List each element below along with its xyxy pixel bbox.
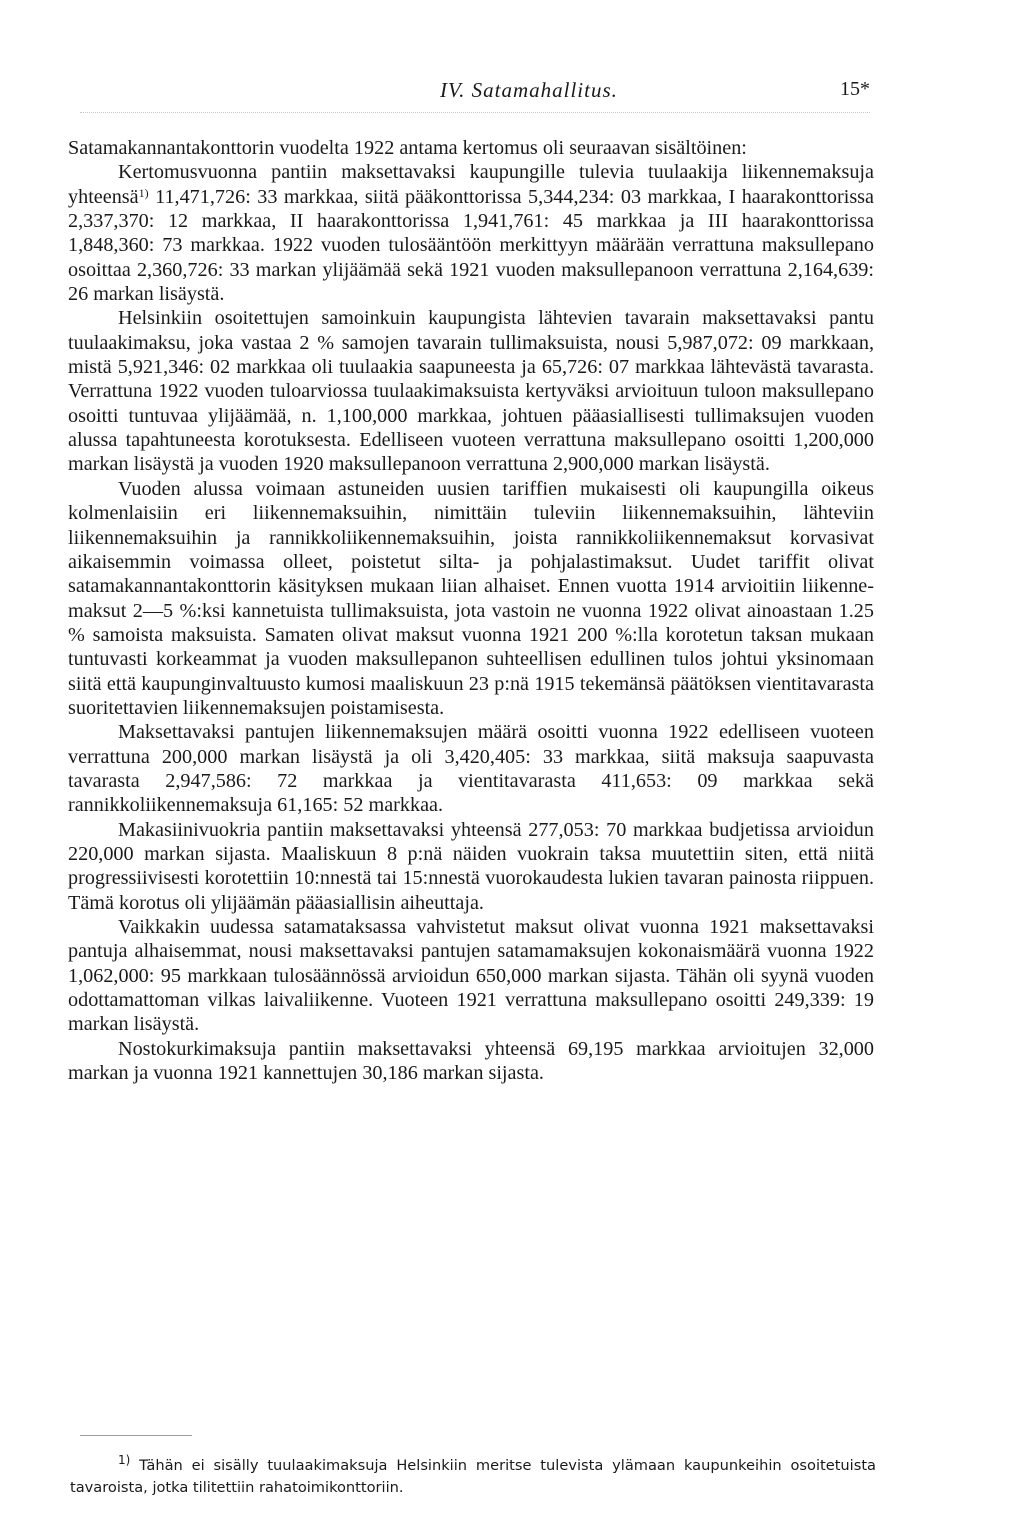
paragraph-vuoden-alussa: Vuoden alussa voimaan astuneiden uusien tariffien mukaisesti oli kaupungilla oikeus kolmenlaisiin eri liikennemaksuihin, nimittäin tuleviin liikennemaksuihin, lähteviin liikennemaksuihin ja rannikkoliikennemaksuihin, joista rannikkoliikennemaksut korvasivat aikaisemmin voimassa olleet, poistetut silta- ja pohjalastimaksut. Uudet tariffit olivat satamakannantakonttorin käsityksen mukaan liian alhaiset. Ennen vuotta 1914 arvioitiin liikennemaksut 2—5 %:ksi kannetuista tullimaksuista, jota vastoin ne vuonna 1922 olivat ainoastaan 1.25 % samoista maksuista. Samaten olivat maksut vuonna 1921 200 %:lla korotetun taksan mukaan tuntuvasti korkeammat ja vuoden maksullepanon suhteellisen edullinen tulos johtui yksinomaan siitä että kaupunginvaltuusto kumosi maaliskuun 23 p:nä 1915 tekemänsä päätöksen vientitavarasta suoritettavien liikennemaksujen poistamisesta.: [68, 477, 874, 719]
running-head: [70, 78, 870, 108]
footnote-mark: 1): [118, 1453, 131, 1467]
paragraph-makasiinivuokria: Makasiinivuokria pantiin maksettavaksi yhteensä 277,053: 70 markkaa budjetissa arvioidun 220,000 markan sijasta. Maaliskuun 8 p:nä näiden vuokrain taksa muutettiin siten, että niitä progressiivisesti korotettiin 10:nnestä tai 15:nnestä vuorokaudesta lukien tavaran painosta riippuen. Tämä korotus oli ylijäämän pääasiallisin aiheuttaja.: [68, 818, 874, 914]
paragraph-kertomusvuonna-rest: 11,471,726: 33 markkaa, siitä pääkonttorissa 5,344,234: 03 markkaa, I haarakonttorissa 2,337,370: 12 markkaa, II haarakonttorissa 1,941,761: 45 markkaa ja III haarakonttorissa 1,848,360: 73 markkaa. 1922 vuoden tulosääntöön merkittyyn määrään verrattuna maksullepano osoittaa 2,360,726: 33 markan ylijäämää sekä 1921 vuoden maksullepanoon verrattuna 2,164,639: 26 markan lisäystä.: [68, 185, 874, 306]
running-title: IV. Satamahallitus.: [440, 78, 618, 102]
footnote-separator: [80, 1435, 192, 1436]
paragraph-nostokurkimaksuja: Nostokurkimaksuja pantiin maksettavaksi yhteensä 69,195 markkaa arvioitujen 32,000 markan ja vuonna 1921 kannettujen 30,186 markan sijasta.: [68, 1037, 874, 1085]
paragraph-kertomusvuonna: [68, 160, 874, 306]
paragraph-helsinkiin: Helsinkiin osoitettujen samoinkuin kaupungista lähtevien tavarain maksettavaksi pantu tuulaakimaksu, joka vastaa 2 % samojen tavarain tullimaksuista, nousi 5,987,072: 09 markkaan, mistä 5,921,346: 02 markkaa oli tuulaakia saapuneesta ja 65,726: 07 markkaa lähtevästä tavarasta. Verrattuna 1922 vuoden tuloarviossa tuulaakimaksuista kertyväksi arvioituun tuloon maksullepano osoitti tuntuvaa ylijäämää, n. 1,100,000 markkaa, johtuen pääasiallisesti tullimaksujen vuoden alussa tapahtuneesta korotuksesta. Edelliseen vuoteen verrattuna maksullepano osoitti 1,200,000 markan lisäystä ja vuoden 1920 maksullepanoon verrattuna 2,900,000 markan lisäystä.: [68, 307, 874, 476]
footnote-reference: 1): [138, 185, 149, 200]
page-number: 15*: [840, 78, 870, 100]
body-text: [68, 136, 874, 1085]
paragraph-intro: Satamakannantakonttorin vuodelta 1922 antama kertomus oli seuraavan sisältöinen:: [68, 137, 747, 159]
footnote-text: Tähän ei sisälly tuulaakimaksuja Helsinkiin meritse tulevista ylämaan kaupunkeihin osoitetuista tavaroista, jotka tilitettiin rahatoimikonttoriin.: [70, 1457, 876, 1496]
header-rule: [80, 112, 870, 113]
footnote: [70, 1455, 876, 1499]
paragraph-kertomusvuonna-start: Kertomusvuonna pantiin maksettavaksi kaupungille tulevia tuulaakija liikennemaksuja yhteensä: [68, 161, 874, 208]
paragraph-vaikkakin: Vaikkakin uudessa satamataksassa vahvistetut maksut olivat vuonna 1921 maksettavaksi pantuja alhaisemmat, nousi maksettavaksi pantujen satamamaksujen kokonaismäärä vuonna 1922 1,062,000: 95 markkaan tulosäännössä arvioidun 650,000 markan sijasta. Tähän oli syynä vuoden odottamattoman vilkas laivaliikenne. Vuoteen 1921 verrattuna maksullepano osoitti 249,339: 19 markan lisäystä.: [68, 916, 874, 1036]
paragraph-maksettavaksi: Maksettavaksi pantujen liikennemaksujen määrä osoitti vuonna 1922 edelliseen vuoteen verrattuna 200,000 markan lisäystä ja oli 3,420,405: 33 markkaa, siitä maksuja saapuvasta tavarasta 2,947,586: 72 markkaa ja vientitavarasta 411,653: 09 markkaa sekä rannikkoliikennemaksuja 61,165: 52 markkaa.: [68, 721, 874, 817]
